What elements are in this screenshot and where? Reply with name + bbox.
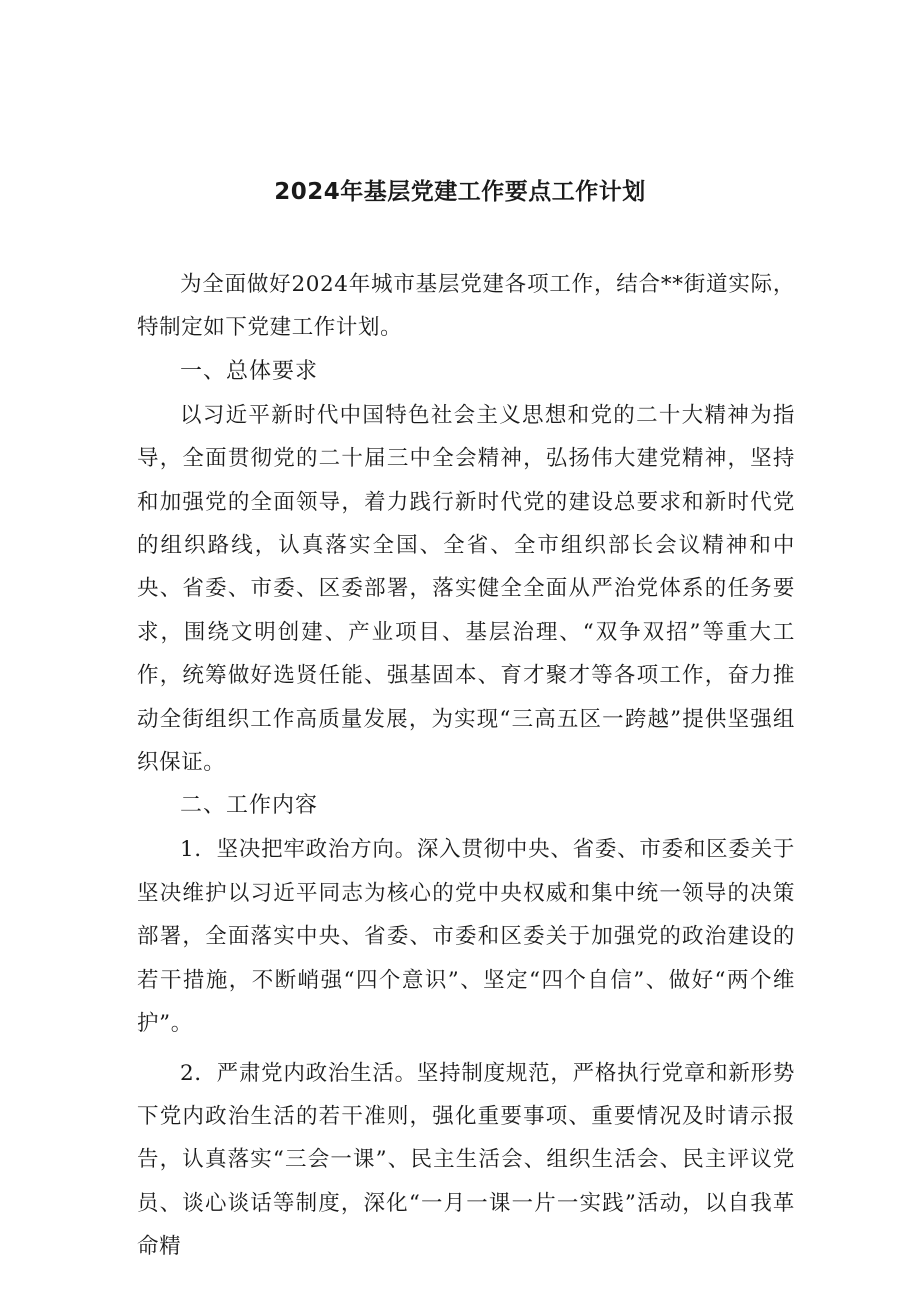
work-item-paragraph: 2．严肃党内政治生活。坚持制度规范，严格执行党章和新形势下党内政治生活的若干准则，强化重要事项、重要情况及时请示报告，认真落实“三会一课”、民主生活会、组织生活会、民主评议党员、谈心谈话等制度，深化“一月一课一片一实践”活动，以自我革命精 bbox=[137, 1060, 795, 1260]
section-heading-work-content: 二、工作内容 bbox=[180, 793, 319, 819]
intro-paragraph: 为全面做好2024年城市基层党建各项工作，结合**街道实际，特制定如下党建工作计划。 bbox=[137, 272, 795, 341]
document-title: 2024年基层党建工作要点工作计划 bbox=[274, 179, 646, 205]
section-heading-overall-requirements: 一、总体要求 bbox=[180, 358, 319, 384]
overall-requirements-paragraph: 以习近平新时代中国特色社会主义思想和党的二十大精神为指导，全面贯彻党的二十届三中全会精神，弘扬伟大建党精神，坚持和加强党的全面领导，着力践行新时代党的建设总要求和新时代党的组织路线，认真落实全国、全省、全市组织部长会议精神和中央、省委、市委、区委部署，落实健全全面从严治党体系的任务要求，围绕文明创建、产业项目、基层治理、“双争双招”等重大工作，统筹做好选贤任能、强基固本、育才聚才等各项工作，奋力推动全街组织工作高质量发展，为实现“三高五区一跨越”提供坚强组织保证。 bbox=[137, 402, 795, 776]
document-body bbox=[137, 263, 795, 1269]
work-item-paragraph: 1．坚决把牢政治方向。深入贯彻中央、省委、市委和区委关于坚决维护以习近平同志为核心的党中央权威和集中统一领导的决策部署，全面落实中央、省委、市委和区委关于加强党的政治建设的若干措施，不断峭强“四个意识”、坚定“四个自信”、做好“两个维护”。 bbox=[137, 837, 795, 1037]
